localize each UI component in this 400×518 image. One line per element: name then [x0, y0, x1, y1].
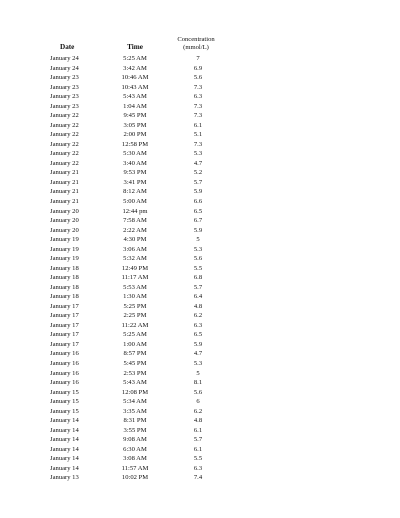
- row-concentration: 6.3: [193, 321, 203, 329]
- row-time: 3:55 PM: [123, 426, 147, 434]
- row-concentration: 5.7: [193, 178, 203, 186]
- row-time: 9:45 PM: [123, 112, 147, 120]
- row-time: 12:08 PM: [121, 388, 149, 396]
- row-time: 5:43 AM: [123, 379, 147, 387]
- row-concentration: 5.2: [193, 169, 203, 177]
- row-time: 2:00 PM: [123, 131, 147, 139]
- header-concentration-unit: (mmol/L): [183, 43, 209, 51]
- row-time: 7:58 AM: [123, 217, 147, 225]
- row-date: January 16: [50, 360, 79, 367]
- row-date: January 19: [50, 245, 79, 253]
- row-concentration: 7.3: [193, 102, 203, 110]
- row-time: 3:35 AM: [123, 407, 147, 415]
- row-time: 10:43 AM: [121, 83, 149, 91]
- row-date: January 22: [50, 131, 79, 139]
- row-time: 11:22 AM: [121, 321, 149, 329]
- row-time: 5:00 AM: [123, 197, 147, 205]
- table-row: [46, 54, 226, 64]
- row-time: 6:30 AM: [123, 445, 147, 453]
- row-date: January 20: [50, 217, 79, 225]
- table-row: [46, 416, 226, 426]
- row-date: January 21: [50, 188, 79, 196]
- table-row: [46, 149, 226, 159]
- row-concentration: 6.4: [193, 293, 203, 301]
- row-concentration: 5.1: [193, 131, 203, 139]
- row-time: 5:45 PM: [123, 360, 147, 367]
- row-time: 3:05 PM: [123, 121, 147, 129]
- row-time: 1:30 AM: [123, 293, 147, 301]
- row-time: 8:57 PM: [123, 350, 147, 358]
- table-row: [46, 102, 226, 112]
- table-row: [46, 273, 226, 283]
- table-row: [46, 130, 226, 140]
- row-concentration: 5.9: [193, 340, 203, 348]
- row-concentration: 6.1: [193, 445, 203, 453]
- row-concentration: 7.3: [193, 140, 203, 148]
- row-date: January 17: [50, 302, 79, 310]
- table-row: [46, 369, 226, 379]
- row-time: 5:25 PM: [123, 302, 147, 310]
- table-row: [46, 178, 226, 188]
- header-date: Date: [60, 43, 75, 51]
- row-date: January 22: [50, 112, 79, 120]
- row-date: January 21: [50, 169, 79, 177]
- row-concentration: 5.6: [193, 255, 203, 263]
- row-time: 1:04 AM: [123, 102, 147, 110]
- table-row: [46, 311, 226, 321]
- table-row: [46, 245, 226, 255]
- table-row: [46, 321, 226, 331]
- table-row: [46, 454, 226, 464]
- row-date: January 20: [50, 226, 79, 234]
- row-concentration: 4.8: [193, 417, 203, 425]
- row-concentration: 7.3: [193, 112, 203, 120]
- header-time: Time: [127, 43, 143, 51]
- row-date: January 24: [50, 55, 79, 62]
- row-date: January 14: [50, 436, 79, 444]
- row-time: 3:08 AM: [123, 455, 147, 463]
- row-time: 5:25 AM: [123, 331, 147, 339]
- table-row: [46, 73, 226, 83]
- table-header: [46, 33, 226, 54]
- row-date: January 13: [50, 474, 79, 482]
- row-date: January 18: [50, 274, 79, 282]
- row-date: January 18: [50, 293, 79, 301]
- row-date: January 16: [50, 379, 79, 387]
- table-row: [46, 140, 226, 150]
- table-row: [46, 226, 226, 236]
- row-time: 9:53 PM: [123, 169, 147, 177]
- row-time: 12:58 PM: [121, 140, 149, 148]
- table-row: [46, 397, 226, 407]
- table-row: [46, 445, 226, 455]
- row-concentration: 6.3: [193, 464, 203, 472]
- row-concentration: 4.7: [193, 159, 203, 167]
- table-row: [46, 121, 226, 131]
- row-concentration: 6.1: [193, 426, 203, 434]
- row-date: January 23: [50, 102, 79, 110]
- row-concentration: 6.2: [193, 312, 203, 320]
- table-body: [46, 54, 226, 483]
- table-row: [46, 349, 226, 359]
- row-time: 2:25 PM: [123, 312, 147, 320]
- row-date: January 17: [50, 331, 79, 339]
- row-time: 2:22 AM: [123, 226, 147, 234]
- row-concentration: 5.3: [193, 150, 203, 158]
- row-time: 8:31 PM: [123, 417, 147, 425]
- table-row: [46, 264, 226, 274]
- row-concentration: 5.6: [193, 388, 203, 396]
- table-row: [46, 111, 226, 121]
- table-row: [46, 64, 226, 74]
- row-concentration: 5.7: [193, 283, 203, 291]
- table-row: [46, 168, 226, 178]
- row-time: 5:32 AM: [123, 255, 147, 263]
- header-concentration-label: Concentration: [177, 36, 215, 43]
- row-date: January 14: [50, 417, 79, 425]
- row-date: January 14: [50, 445, 79, 453]
- row-time: 3:42 AM: [123, 64, 147, 72]
- row-date: January 17: [50, 312, 79, 320]
- row-concentration: 5.9: [193, 226, 203, 234]
- table-row: [46, 92, 226, 102]
- row-concentration: 8.1: [193, 379, 203, 387]
- row-concentration: 6.7: [193, 217, 203, 225]
- row-time: 11:57 AM: [121, 464, 149, 472]
- row-time: 10:46 AM: [121, 74, 149, 82]
- table-row: [46, 83, 226, 93]
- row-concentration: 5.5: [193, 455, 203, 463]
- row-concentration: 6.5: [193, 207, 203, 215]
- table-row: [46, 292, 226, 302]
- table-row: [46, 340, 226, 350]
- table-row: [46, 407, 226, 417]
- table-row: [46, 378, 226, 388]
- table-row: [46, 435, 226, 445]
- concentration-table: [46, 33, 226, 483]
- row-concentration: 7.4: [193, 474, 203, 482]
- row-date: January 14: [50, 426, 79, 434]
- row-date: January 15: [50, 407, 79, 415]
- row-date: January 16: [50, 369, 79, 377]
- row-time: 9:08 AM: [123, 436, 147, 444]
- table-row: [46, 473, 226, 483]
- row-concentration: 6.9: [193, 64, 203, 72]
- row-time: 3:41 PM: [123, 178, 147, 186]
- table-row: [46, 283, 226, 293]
- row-date: January 23: [50, 93, 79, 101]
- row-date: January 20: [50, 207, 79, 215]
- row-concentration: 4.8: [193, 302, 203, 310]
- row-concentration: 6: [196, 398, 200, 406]
- row-concentration: 4.7: [193, 350, 203, 358]
- row-date: January 21: [50, 197, 79, 205]
- row-date: January 22: [50, 140, 79, 148]
- header-row: [46, 33, 226, 51]
- table-row: [46, 426, 226, 436]
- row-date: January 23: [50, 74, 79, 82]
- row-concentration: 5.6: [193, 74, 203, 82]
- row-concentration: 6.2: [193, 407, 203, 415]
- row-date: January 22: [50, 159, 79, 167]
- header-concentration: [166, 33, 226, 51]
- table-row: [46, 159, 226, 169]
- row-date: January 18: [50, 283, 79, 291]
- table-row: [46, 359, 226, 369]
- row-concentration: 5.3: [193, 245, 203, 253]
- row-concentration: 7.3: [193, 83, 203, 91]
- row-concentration: 5.5: [193, 264, 203, 272]
- row-date: January 24: [50, 64, 79, 72]
- row-date: January 22: [50, 121, 79, 129]
- row-time: 5:34 AM: [123, 398, 147, 406]
- row-time: 11:17 AM: [121, 274, 149, 282]
- table-row: [46, 254, 226, 264]
- row-time: 4:30 PM: [123, 236, 147, 244]
- table-row: [46, 216, 226, 226]
- row-date: January 18: [50, 264, 79, 272]
- row-concentration: 6.5: [193, 331, 203, 339]
- row-concentration: 6.1: [193, 121, 203, 129]
- row-date: January 19: [50, 236, 79, 244]
- row-time: 8:12 AM: [123, 188, 147, 196]
- row-concentration: 5: [196, 369, 200, 377]
- row-date: January 22: [50, 150, 79, 158]
- row-time: 12:49 PM: [121, 264, 149, 272]
- table-row: [46, 197, 226, 207]
- row-concentration: 7: [196, 55, 200, 62]
- row-time: 1:00 AM: [123, 340, 147, 348]
- row-time: 2:53 PM: [123, 369, 147, 377]
- row-concentration: 5.7: [193, 436, 203, 444]
- table-row: [46, 464, 226, 474]
- row-date: January 19: [50, 255, 79, 263]
- row-time: 5:30 AM: [123, 150, 147, 158]
- row-date: January 14: [50, 464, 79, 472]
- row-concentration: 6.6: [193, 197, 203, 205]
- row-date: January 21: [50, 178, 79, 186]
- table-row: [46, 235, 226, 245]
- table-row: [46, 388, 226, 398]
- row-date: January 15: [50, 388, 79, 396]
- row-date: January 14: [50, 455, 79, 463]
- row-concentration: 5: [196, 236, 200, 244]
- row-time: 10:02 PM: [121, 474, 149, 482]
- table-row: [46, 330, 226, 340]
- row-date: January 15: [50, 398, 79, 406]
- row-time: 5:43 AM: [123, 93, 147, 101]
- row-date: January 17: [50, 321, 79, 329]
- table-row: [46, 207, 226, 217]
- row-time: 5:53 AM: [123, 283, 147, 291]
- row-concentration: 5.9: [193, 188, 203, 196]
- row-date: January 16: [50, 350, 79, 358]
- table-row: [46, 302, 226, 312]
- row-time: 3:40 AM: [123, 159, 147, 167]
- table-row: [46, 187, 226, 197]
- row-time: 12:44 pm: [122, 207, 148, 215]
- row-time: 5:25 AM: [123, 55, 147, 62]
- row-concentration: 6.8: [193, 274, 203, 282]
- row-time: 3:06 AM: [123, 245, 147, 253]
- row-date: January 17: [50, 340, 79, 348]
- row-concentration: 6.3: [193, 93, 203, 101]
- row-date: January 23: [50, 83, 79, 91]
- row-concentration: 5.3: [193, 360, 203, 367]
- concentration-table-sheet: [46, 33, 226, 483]
